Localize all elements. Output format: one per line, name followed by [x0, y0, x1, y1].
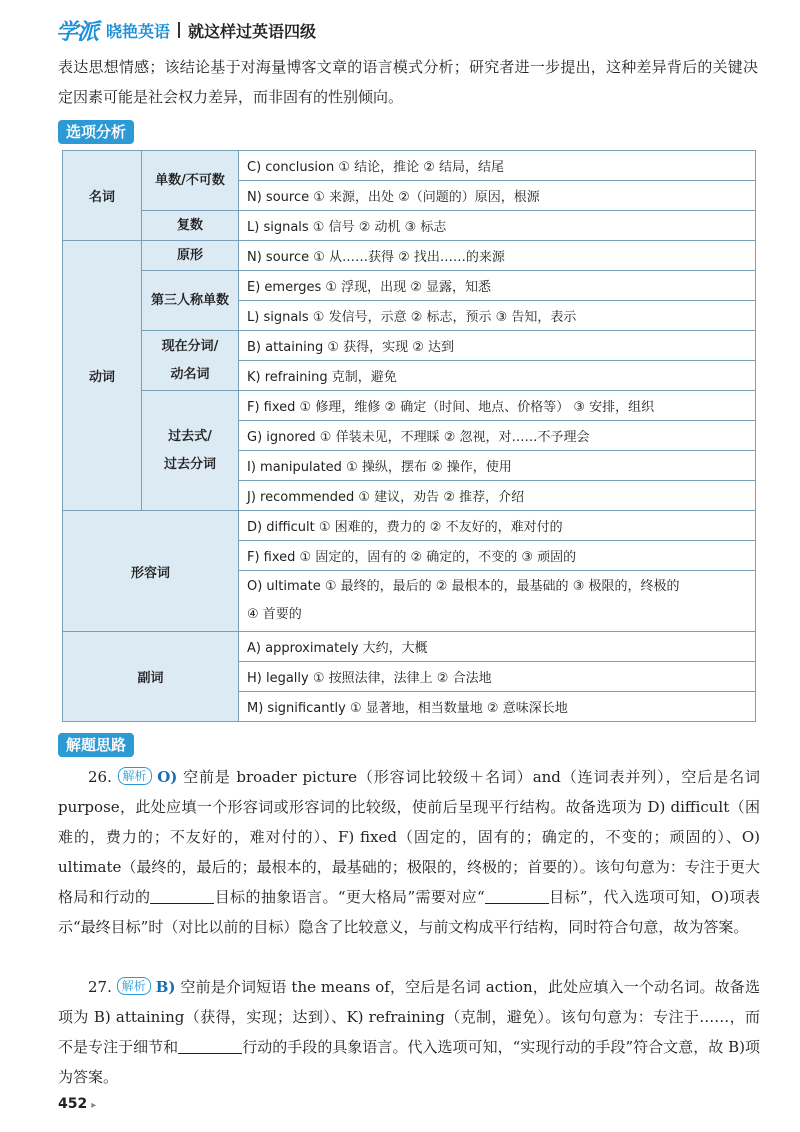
question-27-explanation [58, 972, 760, 1092]
explanation-text: 目标”，代入选项可知，O)项表示“最终目标”时（对比以前的目标）隐含了比较意义，与前文构成平行结构，同时符合句意，故为答案。 [58, 888, 760, 936]
noun-category: 名词 [63, 151, 142, 241]
header-divider [178, 22, 180, 38]
noun-singular-label: 单数/不可数 [142, 151, 239, 211]
option-entry: L) signals ① 发信号，示意 ② 标志，预示 ③ 告知，表示 [239, 301, 756, 331]
verb-base-label: 原形 [142, 241, 239, 271]
option-entry: I) manipulated ① 操纵，摆布 ② 操作，使用 [239, 451, 756, 481]
option-entry: A) approximately 大约，大概 [239, 632, 756, 662]
options-table [62, 150, 756, 722]
option-entry: B) attaining ① 获得，实现 ② 达到 [239, 331, 756, 361]
option-entry: E) emerges ① 浮现，出现 ② 显露，知悉 [239, 271, 756, 301]
option-entry: L) signals ① 信号 ② 动机 ③ 标志 [239, 211, 756, 241]
option-entry: G) ignored ① 佯装未见，不理睬 ② 忽视，对……不予理会 [239, 421, 756, 451]
explanation-text: 空前是介词短语 the means of，空后是名词 action，此处应填入一个动名词。故备选项为 B) attaining（获得，实现；达到）、K) refraining（克制，避免）。该句句意为：专注于……，而不是专注于细节和 [58, 978, 760, 1056]
blank-line [485, 889, 549, 904]
solution-section-title: 解题思路 [58, 733, 134, 757]
page-number-text: 452 [58, 1096, 88, 1112]
brand-name: 晓艳英语 [106, 21, 171, 41]
question-26-explanation [58, 762, 760, 942]
option-entry: K) refraining 克制，避免 [239, 361, 756, 391]
verb-category: 动词 [63, 241, 142, 511]
analysis-badge: 解析 [118, 767, 152, 785]
question-number: 27. [88, 978, 112, 996]
option-entry: F) fixed ① 固定的，固有的 ② 确定的，不变的 ③ 顽固的 [239, 541, 756, 571]
option-entry: D) difficult ① 困难的，费力的 ② 不友好的，难对付的 [239, 511, 756, 541]
adjective-category: 形容词 [63, 511, 239, 632]
verb-ed-label-line1: 过去式/ [168, 428, 212, 444]
blank-line [150, 889, 214, 904]
question-number: 26. [88, 768, 112, 786]
answer-letter: B) [155, 978, 176, 996]
explanation-text: 目标的抽象语言。“更大格局”需要对应“ [214, 888, 485, 906]
verb-ing-label [142, 331, 239, 391]
noun-plural-label: 复数 [142, 211, 239, 241]
page-number [58, 1096, 96, 1112]
option-entry: C) conclusion ① 结论，推论 ② 结局，结尾 [239, 151, 756, 181]
option-entry [239, 571, 756, 632]
options-section-title: 选项分析 [58, 120, 134, 144]
answer-letter: O) [157, 768, 178, 786]
page-header [56, 18, 317, 45]
explanation-text: 空前是 broader picture（形容词比较级＋名词）and（连词表并列），空后是名词 purpose，此处应填一个形容词或形容词的比较级，使前后呈现平行结构。故备选项为 D) difficult（困难的，费力的；不友好的，难对付的）、F) fixed（固定的，固有的；确定的，不变的；顽固的）、O) ultimate（最终的，最后的；最根本的，最基础的；极限的，终极的；首要的）。该句句意为：专注于更大格局和行动的 [58, 768, 760, 906]
page-arrow-icon: ▸ [91, 1100, 97, 1111]
verb-ed-label [142, 391, 239, 511]
option-entry: J) recommended ① 建议，劝告 ② 推荐，介绍 [239, 481, 756, 511]
blank-line [178, 1039, 242, 1054]
verb-ing-label-line2: 动名词 [170, 366, 210, 382]
option-entry: F) fixed ① 修理，维修 ② 确定（时间、地点、价格等） ③ 安排，组织 [239, 391, 756, 421]
adverb-category: 副词 [63, 632, 239, 722]
explanation-text: 行动的手段的具象语言。代入选项可知，“实现行动的手段”符合文意，故 B)项为答案。 [58, 1038, 760, 1086]
option-entry: M) significantly ① 显著地，相当数量地 ② 意味深长地 [239, 692, 756, 722]
verb-ing-label-line1: 现在分词/ [161, 338, 219, 354]
option-entry: N) source ① 从……获得 ② 找出……的来源 [239, 241, 756, 271]
option-entry: H) legally ① 按照法律，法律上 ② 合法地 [239, 662, 756, 692]
intro-paragraph: 表达思想情感；该结论基于对海量博客文章的语言模式分析；研究者进一步提出，这种差异背后的关键决定因素可能是社会权力差异，而非固有的性别倾向。 [58, 58, 758, 106]
option-entry: N) source ① 来源，出处 ②（问题的）原因，根源 [239, 181, 756, 211]
brand-logo: 学派 [56, 19, 99, 45]
verb-ed-label-line2: 过去分词 [163, 456, 216, 472]
series-title: 就这样过英语四级 [188, 21, 317, 41]
verb-3rd-label: 第三人称单数 [142, 271, 239, 331]
option-entry-line2: ④ 首要的 [247, 607, 302, 622]
option-entry-line1: O) ultimate ① 最终的，最后的 ② 最根本的，最基础的 ③ 极限的，终极的 [247, 579, 680, 594]
analysis-badge: 解析 [117, 977, 151, 995]
